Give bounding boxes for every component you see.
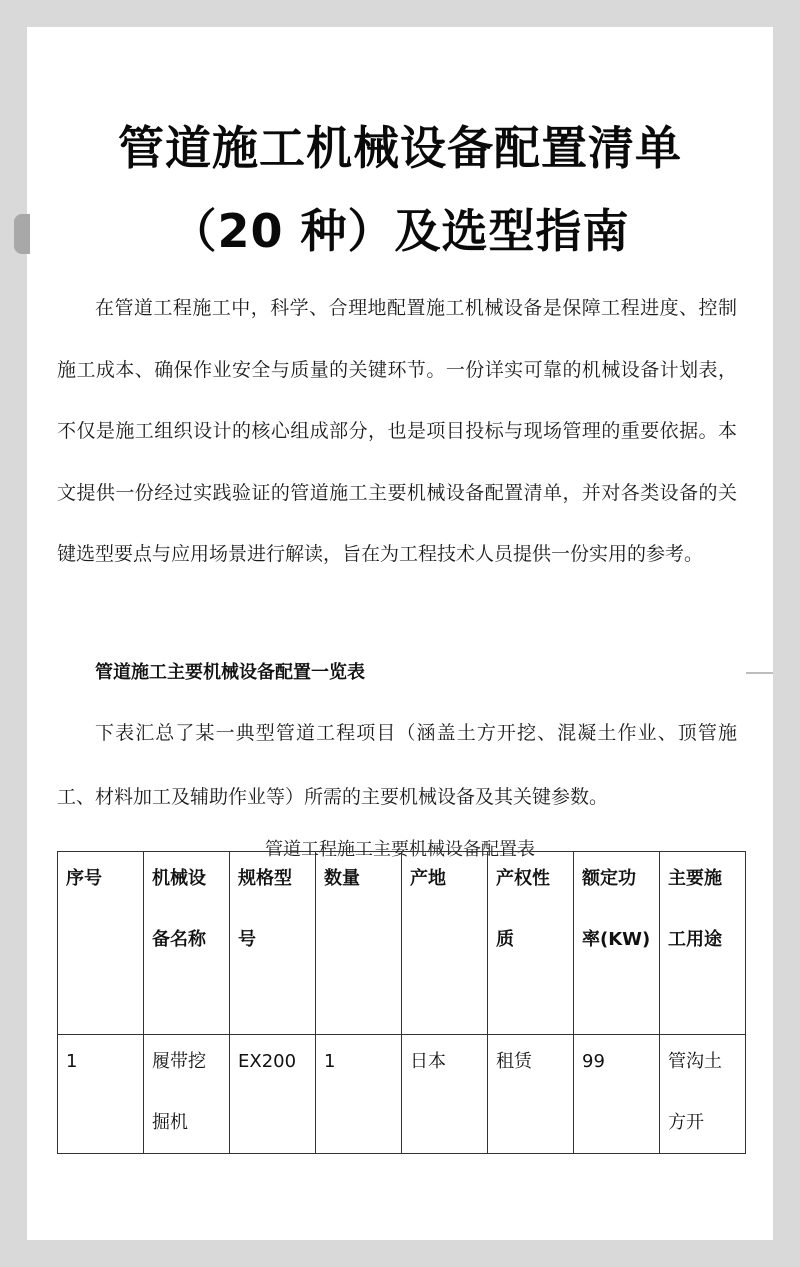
section-intro-block (57, 701, 737, 829)
intro-paragraph: 在管道工程施工中，科学、合理地配置施工机械设备是保障工程进度、控制施工成本、确保作业安全与质量的关键环节。一份详实可靠的机械设备计划表，不仅是施工组织设计的核心组成部分，也是项目投标与现场管理的重要依据。本文提供一份经过实践验证的管道施工主要机械设备配置清单，并对各类设备的关键选型要点与应用场景进行解读，旨在为工程技术人员提供一份实用的参考。 (57, 297, 737, 565)
table-cell: EX200 (230, 1035, 316, 1154)
section-intro: 下表汇总了某一典型管道工程项目（涵盖土方开挖、混凝土作业、顶管施工、材料加工及辅助作业等）所需的主要机械设备及其关键参数。 (57, 722, 737, 808)
header-cell: 额定功率(KW) (574, 852, 660, 1035)
table-cell: 管沟土方开 (660, 1035, 746, 1154)
header-cell: 主要施工用途 (660, 852, 746, 1035)
table-header-row (58, 852, 746, 1035)
document-page (27, 27, 773, 1240)
section-heading: 管道施工主要机械设备配置一览表 (95, 662, 365, 683)
table-caption: 管道工程施工主要机械设备配置表 (265, 839, 535, 860)
scroll-edge-handle (14, 214, 30, 254)
table-cell: 99 (574, 1035, 660, 1154)
table-cell: 1 (58, 1035, 144, 1154)
page-edge-mark (746, 672, 773, 674)
table-cell: 履带挖掘机 (144, 1035, 230, 1154)
header-cell: 数量 (316, 852, 402, 1035)
header-cell: 产权性质 (488, 852, 574, 1035)
header-cell: 序号 (58, 852, 144, 1035)
table-cell: 租赁 (488, 1035, 574, 1154)
table-row (58, 1035, 746, 1154)
header-cell: 产地 (402, 852, 488, 1035)
table-cell: 1 (316, 1035, 402, 1154)
intro-paragraph-block (57, 278, 737, 586)
header-cell: 规格型号 (230, 852, 316, 1035)
title-line-1: 管道施工机械设备配置清单 (118, 121, 682, 175)
title-line-2: （20 种）及选型指南 (170, 204, 630, 258)
header-cell: 机械设备名称 (144, 852, 230, 1035)
table-cell: 日本 (402, 1035, 488, 1154)
document-title (27, 107, 773, 273)
equipment-table (57, 851, 746, 1154)
